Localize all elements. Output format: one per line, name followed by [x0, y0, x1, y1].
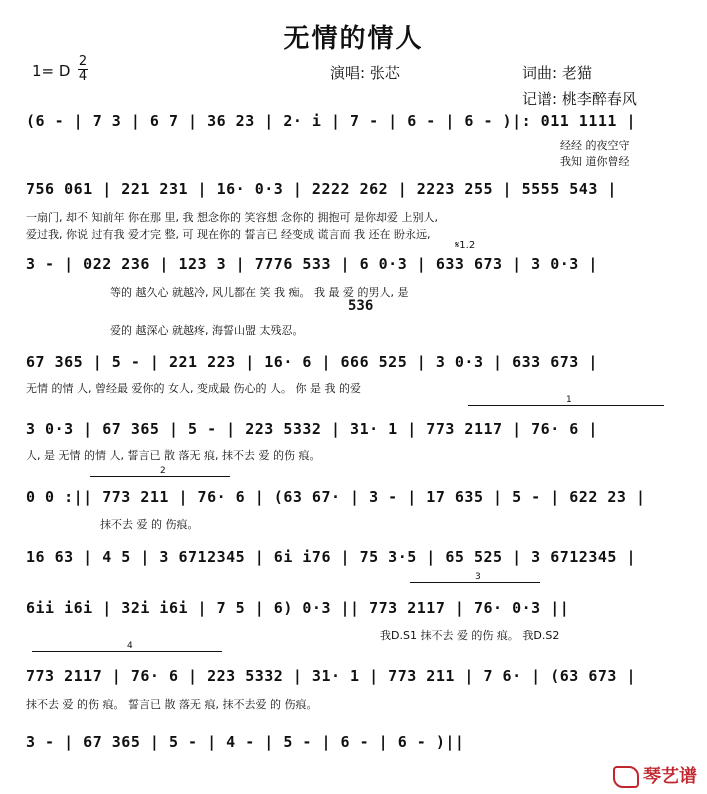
key-signature: 1= D [32, 62, 71, 80]
volta-bracket-4: 4 [32, 651, 222, 658]
lyric-line-5: 人, 是 无情 的情 人, 誓言已 散 落无 痕, 抹不去 爱 的伤 痕。 [26, 449, 321, 462]
lyric-line-3a: 等的 越久心 就越冷, 风儿都在 笑 我 痴。 我 最 爱 的男人, 是 [110, 286, 409, 299]
time-denominator: 4 [78, 69, 88, 84]
watermark-logo: 琴艺谱 [613, 762, 697, 788]
lyric-line-1a: 经经 的夜空守 [560, 139, 630, 152]
composer-credit: 词曲: 老猫 [522, 64, 592, 82]
song-title: 无情的情人 [283, 24, 424, 54]
lyric-line-2a: 一扇门, 却不 知前年 你在那 里, 我 想念你的 笑容想 念你的 拥抱可 是你却爱 上别人, [26, 211, 438, 224]
score-line-1: (6 - | 7 3 | 6 7 | 36 23 | 2· i | 7 - | 6 - | 6 - )|: 011 1111 | [26, 112, 636, 130]
time-signature [78, 56, 88, 83]
segno-mark: 𝄋1.2 [455, 240, 476, 251]
score-line-9: 773 2117 | 76· 6 | 223 5332 | 31· 1 | 773 211 | 7 6· | (63 673 | [26, 667, 636, 685]
score-line-2: 756 061 | 221 231 | 16· 0·3 | 2222 262 | 2223 255 | 5555 543 | [26, 180, 617, 198]
score-line-3: 3 - | 022 236 | 123 3 | 7776 533 | 6 0·3 | 633 673 | 3 0·3 | [26, 255, 598, 273]
score-line-5: 3 0·3 | 67 365 | 5 - | 223 5332 | 31· 1 | 773 2117 | 76· 6 | [26, 420, 598, 438]
lyric-line-1b: 我知 道你曾经 [560, 155, 630, 168]
score-line-8: 6ii i6i | 32i i6i | 7 5 | 6) 0·3 || 773 2117 | 76· 0·3 || [26, 599, 570, 617]
lyric-line-4: 无情 的情 人, 曾经最 爱你的 女人, 变成最 伤心的 人。 你 是 我 的爱 [26, 382, 361, 395]
alt-notes: 536 [348, 298, 374, 314]
lyric-line-8: 我D.S1 抹不去 爱 的伤 痕。 我D.S2 [380, 629, 560, 642]
score-line-7: 16 63 | 4 5 | 3 6712345 | 6i i76 | 75 3·5 | 65 525 | 3 6712345 | [26, 548, 636, 566]
lyric-line-9: 抹不去 爱 的伤 痕。 誓言已 散 落无 痕, 抹不去爱 的 伤痕。 [26, 698, 318, 711]
lyric-line-2b: 爱过我, 你说 过有我 爱才完 整, 可 现在你的 誓言已 经变成 谎言而 我 还在 盼永远, [26, 228, 431, 241]
volta-bracket-1: 1 [468, 405, 664, 412]
singer-credit: 演唱: 张芯 [330, 64, 400, 82]
score-line-6: 0 0 :|| 773 211 | 76· 6 | (63 67· | 3 - | 17 635 | 5 - | 622 23 | [26, 488, 646, 506]
time-numerator: 2 [78, 54, 88, 69]
score-line-10: 3 - | 67 365 | 5 - | 4 - | 5 - | 6 - | 6 - )|| [26, 733, 465, 751]
score-line-4: 67 365 | 5 - | 221 223 | 16· 6 | 666 525 | 3 0·3 | 633 673 | [26, 353, 598, 371]
volta-bracket-3: 3 [410, 582, 540, 589]
music-logo-icon [613, 766, 639, 788]
transcriber-credit: 记谱: 桃李醉春风 [522, 90, 637, 108]
volta-bracket-2: 2 [90, 476, 230, 483]
lyric-line-6: 抹不去 爱 的 伤痕。 [100, 518, 199, 531]
lyric-line-3b: 爱的 越深心 就越疼, 海誓山盟 太残忍。 [110, 324, 304, 337]
